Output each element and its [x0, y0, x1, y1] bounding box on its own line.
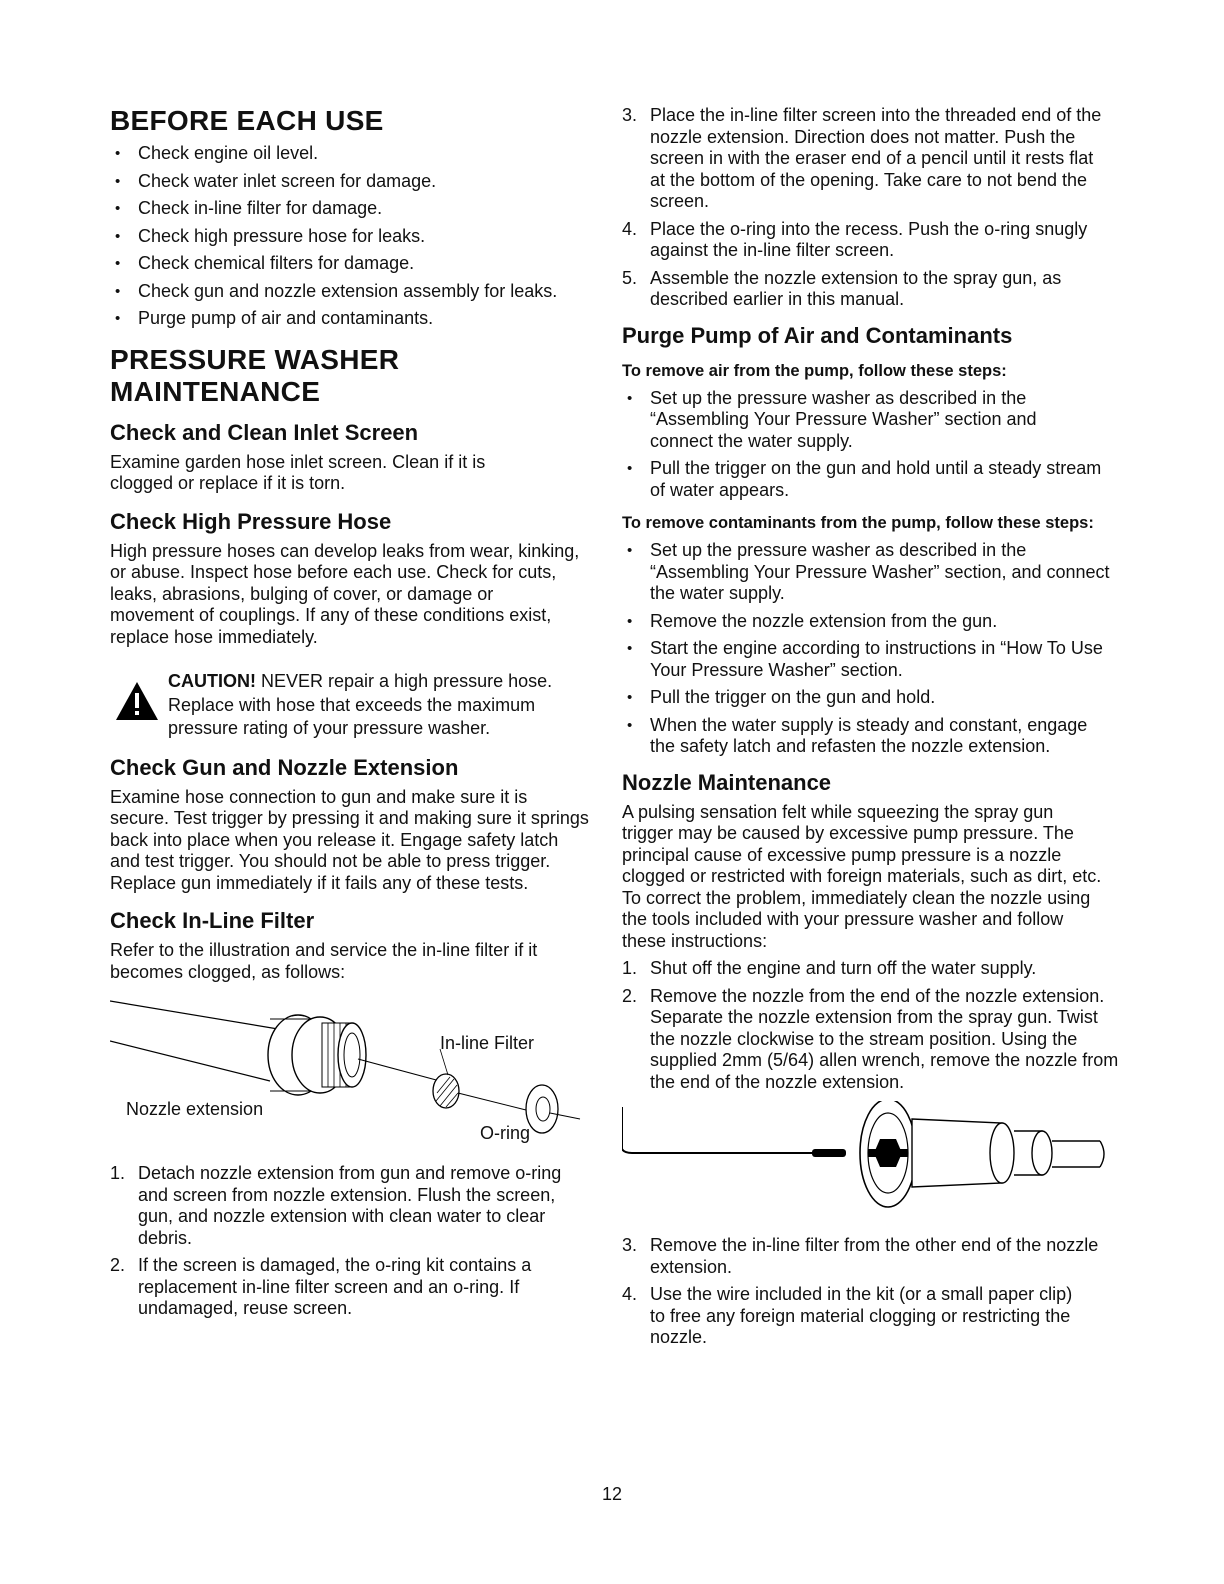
- inlet-screen-title: Check and Clean Inlet Screen: [110, 419, 419, 445]
- nozzle-removal-illustration: [622, 1101, 1112, 1221]
- nozzle-steps-continued: [622, 1235, 1112, 1349]
- step-number: 2.: [110, 1255, 126, 1275]
- list-item: [622, 986, 1120, 1094]
- page-number: 12: [601, 1484, 623, 1504]
- warning-triangle-icon: [114, 680, 160, 722]
- inline-filter-steps-continued: [622, 105, 1112, 311]
- remove-air-list: [622, 388, 1112, 502]
- list-item: • Remove the nozzle extension from the gun.: [622, 611, 1112, 633]
- list-item: • Check chemical filters for damage.: [110, 253, 590, 275]
- left-column: [110, 100, 590, 1326]
- step-text: Place the o-ring into the recess. Push the o-ring snugly against the in-line filter screen.: [650, 218, 1088, 260]
- list-item: • When the water supply is steady and constant, engage the safety latch and refasten the nozzle extension.: [622, 715, 1100, 758]
- step-text: Detach nozzle extension from gun and remove o-ring and screen from nozzle extension. Flush the screen, gun, and nozzle extension with clean water to clear debris.: [138, 1163, 562, 1248]
- list-item: [110, 1163, 590, 1249]
- inline-filter-steps: [110, 1163, 590, 1320]
- high-pressure-hose-text: High pressure hoses can develop leaks from wear, kinking, or abuse. Inspect hose before each use. Check for cuts, leaks, abrasions, bulging of cover, or damage or movement of couplings. If any of these conditions exist, replace hose immediately.: [110, 540, 580, 647]
- step-number: 1.: [622, 958, 638, 978]
- o-ring-label: O-ring: [480, 1123, 531, 1143]
- remove-air-heading: To remove air from the pump, follow these steps:: [622, 361, 1007, 380]
- nozzle-steps: [622, 958, 1119, 1093]
- step-number: 3.: [622, 1235, 638, 1255]
- caution-body: NEVER repair a high pressure hose. Replace with hose that exceeds the maximum pressure rating of your pressure washer.: [168, 671, 553, 738]
- step-text: Remove the in-line filter from the other end of the nozzle extension.: [650, 1235, 1099, 1277]
- step-number: 1.: [110, 1163, 126, 1183]
- step-number: 2.: [622, 985, 638, 1006]
- caution-text: [168, 670, 568, 741]
- step-text: Place the in-line filter screen into the threaded end of the nozzle extension. Direction does not matter. Push the screen in with the eraser end of a pencil until it rests flat at the bottom of the opening. Take care to not bend the screen.: [650, 105, 1102, 211]
- list-item: [622, 1284, 1090, 1349]
- step-text: If the screen is damaged, the o-ring kit contains a replacement in-line filter screen and an o-ring. If undamaged, reuse screen.: [138, 1255, 532, 1318]
- remove-contaminants-heading: To remove contaminants from the pump, follow these steps:: [622, 514, 1094, 532]
- list-item: • Set up the pressure washer as described in the “Assembling Your Pressure Washer” section, and connect the water supply.: [622, 540, 1110, 605]
- inline-filter-illustration: [110, 989, 590, 1149]
- list-item: • Set up the pressure washer as described in the “Assembling Your Pressure Washer” section and connect the water supply.: [622, 388, 1090, 453]
- step-text: Remove the nozzle from the end of the nozzle extension. Separate the nozzle extension from the spray gun. Twist the nozzle clockwise to the stream position. Using the supplied 2mm (5/64) allen wrench, remove the nozzle from the end of the nozzle extension.: [650, 985, 1119, 1092]
- list-item: [622, 268, 1110, 311]
- list-item: • Check gun and nozzle extension assembly for leaks.: [110, 281, 558, 303]
- maintenance-title-line2: MAINTENANCE: [110, 375, 321, 407]
- step-number: 5.: [622, 267, 638, 288]
- list-item: • Check in-line filter for damage.: [110, 198, 590, 220]
- inline-filter-text: Refer to the illustration and service the in-line filter if it becomes clogged, as follows:: [110, 940, 538, 982]
- caution-block: [110, 670, 590, 741]
- purge-pump-title: Purge Pump of Air and Contaminants: [622, 322, 1013, 348]
- list-item: • Start the engine according to instructions in “How To Use Your Pressure Washer” section.: [622, 638, 1110, 681]
- caution-label: CAUTION!: [168, 671, 256, 691]
- nozzle-maintenance-title: Nozzle Maintenance: [622, 769, 832, 795]
- nozzle-extension-label: Nozzle extension: [126, 1099, 264, 1119]
- list-item: • Check water inlet screen for damage.: [110, 171, 590, 193]
- list-item: [622, 105, 1112, 213]
- inline-filter-title: Check In-Line Filter: [110, 908, 315, 933]
- step-text: Assemble the nozzle extension to the spray gun, as described earlier in this manual.: [650, 267, 1062, 309]
- inlet-screen-text: Examine garden hose inlet screen. Clean if it is clogged or replace if it is torn.: [110, 451, 486, 493]
- step-number: 4.: [622, 218, 638, 239]
- gun-nozzle-text: Examine hose connection to gun and make sure it is secure. Test trigger by pressing it and making sure it springs back into place when you release it. Engage safety latch and test trigger. You should not be able to press trigger. Replace gun immediately if it fails any of these tests.: [110, 786, 589, 893]
- remove-contaminants-list: [622, 540, 1112, 758]
- nozzle-allen-wrench-drawing: [622, 1101, 1112, 1221]
- list-item: [622, 958, 1112, 980]
- high-pressure-hose-title: Check High Pressure Hose: [110, 508, 392, 534]
- list-item: • Check high pressure hose for leaks.: [110, 226, 590, 248]
- list-item: • Pull the trigger on the gun and hold.: [622, 687, 1112, 709]
- right-column: [622, 105, 1119, 1355]
- step-text: Use the wire included in the kit (or a small paper clip) to free any foreign material clogging or restricting the nozzle.: [650, 1284, 1073, 1347]
- maintenance-title-line1: PRESSURE WASHER: [110, 343, 400, 375]
- before-each-use-title: BEFORE EACH USE: [110, 105, 384, 136]
- step-text: Shut off the engine and turn off the water supply.: [650, 958, 1037, 978]
- step-number: 4.: [622, 1284, 638, 1304]
- inline-filter-label: In-line Filter: [440, 1033, 535, 1053]
- before-each-use-list: [110, 143, 590, 330]
- list-item: [622, 219, 1090, 262]
- list-item: [110, 1255, 578, 1320]
- list-item: • Pull the trigger on the gun and hold until a steady stream of water appears.: [622, 458, 1110, 501]
- list-item: [622, 1235, 1110, 1278]
- step-number: 3.: [622, 105, 638, 125]
- list-item: • Check engine oil level.: [110, 143, 590, 165]
- list-item: • Purge pump of air and contaminants.: [110, 308, 590, 330]
- gun-nozzle-title: Check Gun and Nozzle Extension: [110, 754, 459, 780]
- nozzle-maintenance-text: A pulsing sensation felt while squeezing the spray gun trigger may be caused by excessive pump pressure. The principal cause of excessive pump pressure is a nozzle clogged or restricted with foreign materials, such as dirt, etc. To correct the problem, immediately clean the nozzle using the tools included with your pressure washer and follow these instructions:: [622, 801, 1102, 951]
